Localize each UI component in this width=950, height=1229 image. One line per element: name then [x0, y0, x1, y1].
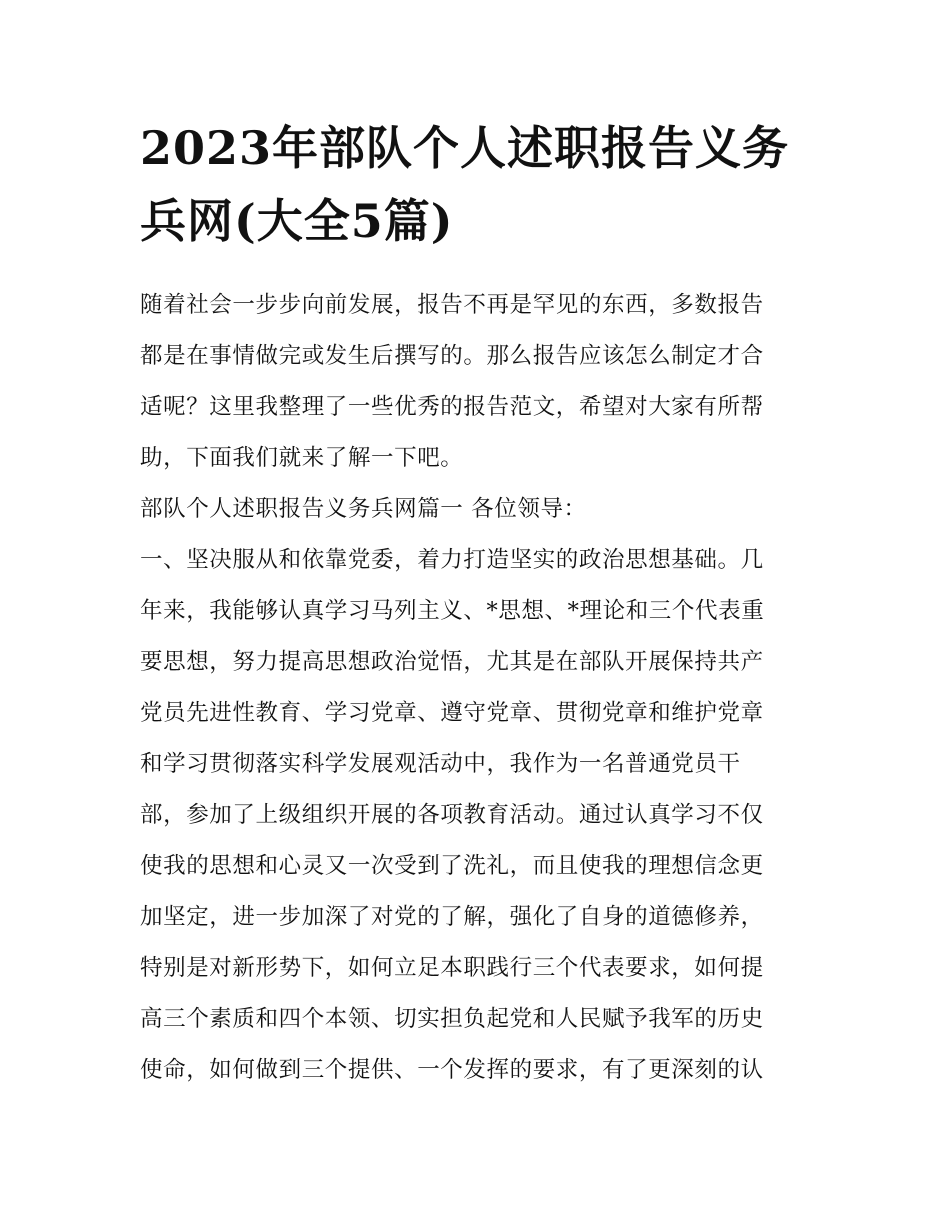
body-line: 随着社会一步步向前发展，报告不再是罕见的东西，多数报告 — [140, 292, 764, 318]
document-body — [140, 280, 820, 1096]
body-line: 党员先进性教育、学习党章、遵守党章、贯彻党章和维护党章 — [140, 700, 764, 726]
title-line-2: 兵网(大全5篇) — [140, 194, 454, 248]
section-heading-line: 部队个人述职报告义务兵网篇一 各位领导： — [140, 496, 587, 522]
body-line: 部，参加了上级组织开展的各项教育活动。通过认真学习不仅 — [140, 802, 764, 828]
body-line: 加坚定，进一步加深了对党的了解，强化了自身的道德修养， — [140, 904, 764, 930]
body-line: 和学习贯彻落实科学发展观活动中，我作为一名普通党员干 — [140, 751, 741, 777]
body-line: 一、坚决服从和依靠党委，着力打造坚实的政治思想基础。几 — [140, 547, 764, 573]
body-line: 使命，如何做到三个提供、一个发挥的要求，有了更深刻的认 — [140, 1057, 764, 1083]
body-line: 高三个素质和四个本领、切实担负起党和人民赋予我军的历史 — [140, 1006, 764, 1032]
body-line: 助，下面我们就来了解一下吧。 — [140, 445, 464, 471]
body-line: 年来，我能够认真学习马列主义、*思想、*理论和三个代表重 — [140, 598, 765, 624]
body-line: 要思想，努力提高思想政治觉悟，尤其是在部队开展保持共产 — [140, 649, 764, 675]
body-line: 适呢？这里我整理了一些优秀的报告范文，希望对大家有所帮 — [140, 394, 764, 420]
body-line: 都是在事情做完或发生后撰写的。那么报告应该怎么制定才合 — [140, 343, 764, 369]
document-title — [140, 112, 820, 258]
body-line: 特别是对新形势下，如何立足本职践行三个代表要求，如何提 — [140, 955, 764, 981]
body-line: 使我的思想和心灵又一次受到了洗礼，而且使我的理想信念更 — [140, 853, 764, 879]
title-line-1: 2023年部队个人述职报告义务 — [140, 121, 790, 175]
